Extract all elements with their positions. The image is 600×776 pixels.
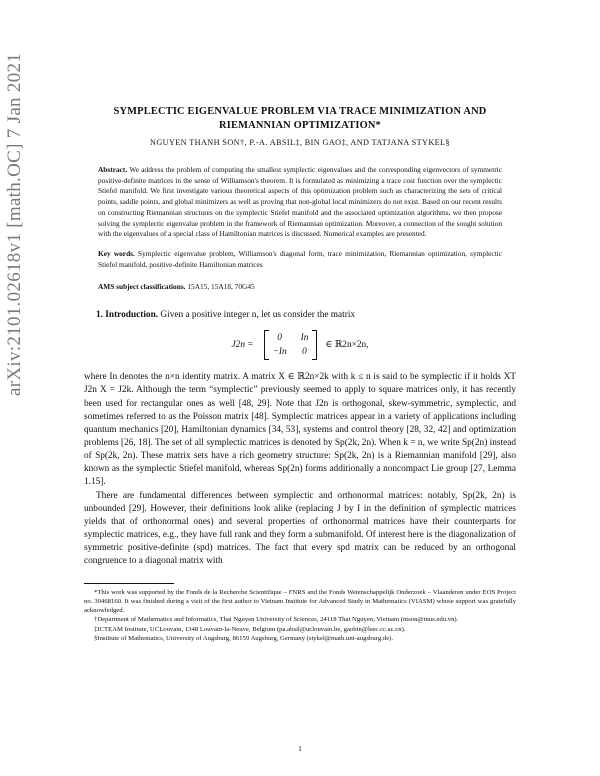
matrix-entries [269,332,313,359]
keywords-label: Key words. [98,248,135,258]
ams-label: AMS subject classifications. [98,282,186,292]
matrix-entry: In [300,332,309,343]
equation-rhs: ∈ ℝ2n×2n, [325,339,369,350]
matrix-entry: −In [272,346,287,357]
poisson-matrix-equation [84,330,516,360]
intro-paragraph-1: where In denotes the n×n identity matrix. A matrix X ∈ ℝ2n×2k with k ≤ n is said to be symplectic if it holds XT J2n X = J2k. Although the term “symplectic” previously seemed to apply to square matrices only, it has recently been used for rectangular ones as well [48, 29]. Note that J2n is orthogonal, skew-symmetric, symplectic, and sometimes referred to as the Poisson matrix [48]. Symplectic matrices appear in a variety of applications including quantum mechanics [20], Hamiltonian dynamics [34, 53], systems and control theory [28, 32, 42] and optimization problems [26, 18]. The set of all symplectic matrices is denoted by Sp(2k, 2n). When k = n, we write Sp(2n) instead of Sp(2k, 2n). These matrix sets have a rich geometry structure: Sp(2k, 2n) is a Riemannian manifold [29], also known as the symplectic Stiefel manifold, whereas Sp(2n) forms additionally a noncompact Lie group [27, Lemma 1.15]. [84,372,516,488]
intro-paragraph-2: There are fundamental differences between symplectic and orthonormal matrices: notably, Sp(2k, 2n) is unbounded [29]. However, their definitions look alike (replacing J by I in the definition of symplectic matrices yields that of orthonormal ones) and several properties of orthonormal matrices have their counterparts for symplectic matrices, e.g., they have full rank and they form a submanifold. Of interest here is the diagonalization of symmetric positive-definite (spd) matrices. The fact that every spd matrix can be reduced by an orthogonal congruence to a diagonal matrix with [84,490,516,567]
equation-lhs: J2n = [231,339,254,350]
footnote: §Institute of Mathematics, University of Augsburg, 86159 Augsburg, Germany (stykel@math.uni-augsburg.de). [94,635,394,643]
author-list: NGUYEN THANH SON†, P.-A. ABSIL‡, BIN GAO‡, AND TATJANA STYKEL§ [150,138,450,147]
abstract [84,165,516,240]
intro-lead-paragraph [84,309,516,322]
matrix-entry: 0 [277,332,282,343]
page-number: 1 [298,744,302,753]
arxiv-watermark [4,52,52,418]
section-heading: 1. Introduction. [96,310,159,321]
right-bracket [312,330,317,360]
keywords [84,249,516,270]
block-matrix [264,330,318,360]
keywords-text: Symplectic eigenvalue problem, Williamson's diagonal form, trace minimization, Riemannian optimization, symplectic Stiefel manifold, positive-definite Hamiltonian matrices [98,248,502,269]
footnote: †Department of Mathematics and Informatics, Thai Nguyen University of Sciences, 24118 Thai Nguyen, Vietnam (ntson@tnus.edu.vn). [94,616,459,624]
introduction-section [84,309,516,569]
paper-title: SYMPLECTIC EIGENVALUE PROBLEM VIA TRACE MINIMIZATION AND RIEMANNIAN OPTIMIZATION* [113,106,487,131]
arxiv-id: arXiv:2101.02618v1 [math.OC] 7 Jan 2021 [4,52,25,396]
footnote: ‡ICTEAM Institute, UCLouvain, 1348 Louvain-la-Neuve, Belgium (pa.absil@uclouvain.be, gaobin@lsec.cc.ac.cn). [94,625,406,633]
ams-text: 15A15, 15A18, 70G45 [187,282,255,292]
footnote: *This work was supported by the Fonds de la Recherche Scientifique – FNRS and the Fonds Wetenschappelijk Onderzoek – Vlaanderen under EOS Project no. 30468160. It was finished during a visit of the first author to Vietnam Institute for Advanced Study in Mathematics (VIASM) whose support was gratefully acknowledged. [84,588,516,615]
paper-page [84,105,516,643]
abstract-text: We address the problem of computing the smallest symplectic eigenvalues and the corresponding eigenvectors of symmetric positive-definite matrices in the sense of Williamson's theorem. It is formulated as minimizing a trace cost function over the symplectic Stiefel manifold. We first investigate various theoretical aspects of this optimization problem such as characterizing the sets of critical points, saddle points, and global minimizers as well as proving that non-global local minimizers do not exist. Based on our recent results on constructing Riemannian structures on the symplectic Stiefel manifold and the associated optimization algorithms, we then propose solving the symplectic eigenvalue problem in the framework of Riemannian optimization. Moreover, a connection of the sought solution with the eigenvalues of a special class of Hamiltonian matrices is discussed. Numerical examples are presented. [98,165,502,239]
footnotes [84,588,516,644]
footnote-divider [84,583,174,584]
ams-classification [84,282,516,293]
abstract-label: Abstract. [98,165,128,174]
matrix-entry: 0 [302,346,307,357]
intro-lead: Given a positive integer n, let us consider the matrix [160,310,356,321]
